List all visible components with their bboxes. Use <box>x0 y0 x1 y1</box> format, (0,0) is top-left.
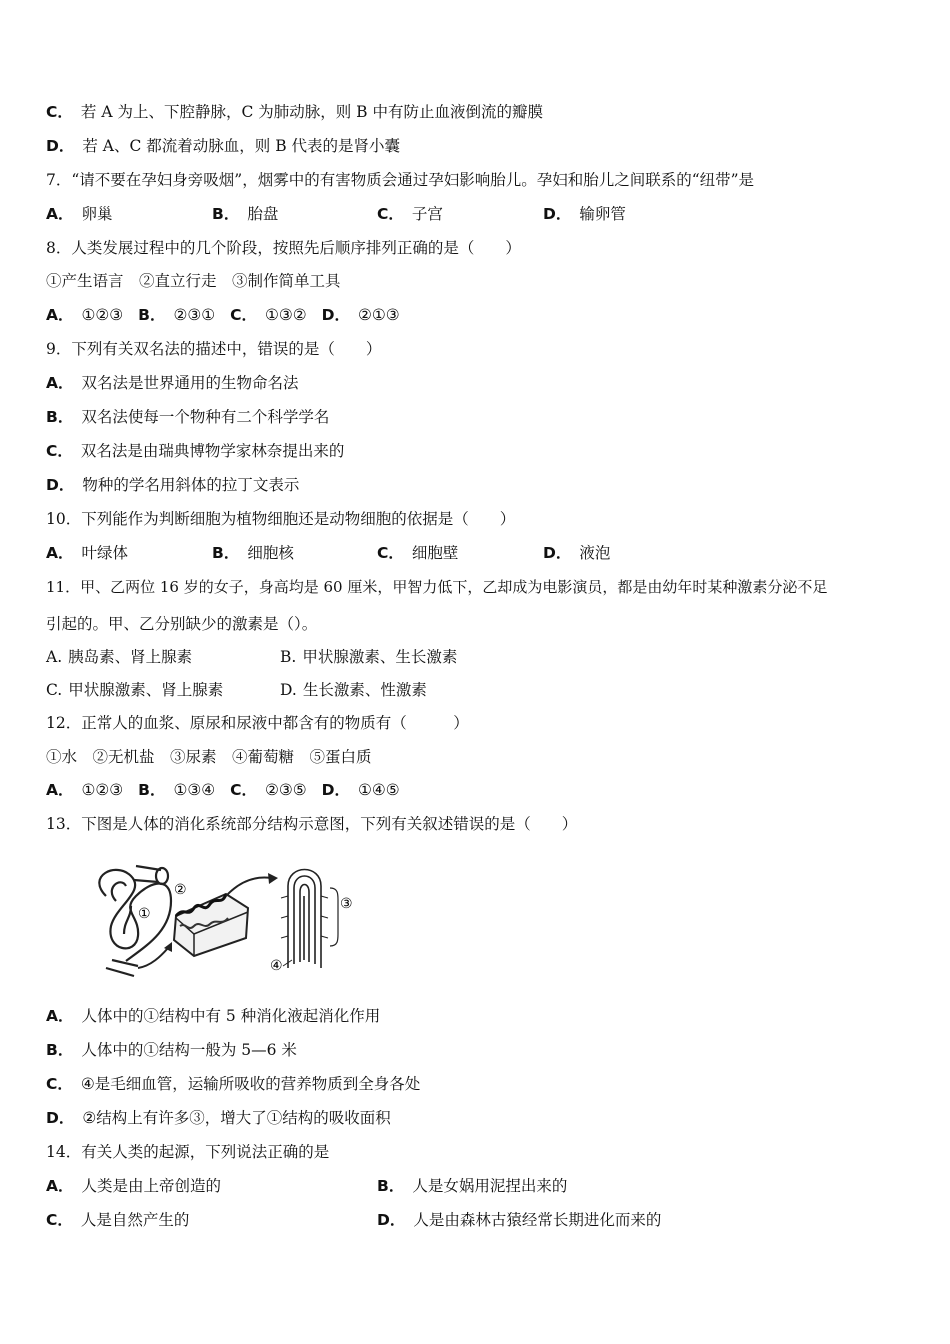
q11-stem-line1: 11．甲、乙两位 16 岁的女子，身高均是 60 厘米，甲智力低下，乙却成为电影演员，都是由幼年时某种激素分泌不足 <box>46 578 828 596</box>
q10-option-b: B． 细胞核 <box>212 544 294 562</box>
q11-option-c: C. 甲状腺激素、肾上腺素 <box>46 681 224 699</box>
q7-option-b: B． 胎盘 <box>212 205 279 223</box>
q12-items: ①水 ②无机盐 ③尿素 ④葡萄糖 ⑤蛋白质 <box>46 748 372 766</box>
q10-stem: 10．下列能作为判断细胞为植物细胞还是动物细胞的依据是（ ） <box>46 510 516 528</box>
q14-stem: 14．有关人类的起源，下列说法正确的是 <box>46 1143 330 1161</box>
figure-label-2: ② <box>174 882 187 898</box>
q9-option-c: C． 双名法是由瑞典博物学家林奈提出来的 <box>46 442 345 460</box>
figure-label-1: ① <box>138 906 151 922</box>
q7-option-d: D． 输卵管 <box>543 205 626 223</box>
q9-stem: 9．下列有关双名法的描述中，错误的是（ ） <box>46 340 382 358</box>
arrow-icon <box>138 948 168 968</box>
mucosa-block-drawing <box>174 894 248 956</box>
q8-stem: 8．人类发展过程中的几个阶段，按照先后顺序排列正确的是（ ） <box>46 239 521 257</box>
q14-option-d: D． 人是由森林古猿经常长期进化而来的 <box>377 1211 662 1229</box>
figure-label-3: ③ <box>340 896 353 912</box>
q8-options: A． ①②③ B． ②③① C． ①③② D． ②①③ <box>46 306 400 324</box>
q10-option-d: D． 液泡 <box>543 544 611 562</box>
q11-option-b: B. 甲状腺激素、生长激素 <box>280 648 458 666</box>
q10-option-a: A． 叶绿体 <box>46 544 129 562</box>
q7-option-c: C． 子宫 <box>377 205 443 223</box>
q14-option-c: C． 人是自然产生的 <box>46 1211 190 1229</box>
q7-stem: 7．“请不要在孕妇身旁吸烟”，烟雾中的有害物质会通过孕妇影响胎儿。孕妇和胎儿之间联系的“纽带”是 <box>46 171 755 189</box>
q6-option-d: D． 若 A、C 都流着动脉血，则 B 代表的是肾小囊 <box>46 137 401 155</box>
villus-drawing <box>281 870 338 969</box>
q14-option-a: A． 人类是由上帝创造的 <box>46 1177 222 1195</box>
q13-option-d: D． ②结构上有许多③，增大了①结构的吸收面积 <box>46 1109 391 1127</box>
q11-stem-line2: 引起的。甲、乙分别缺少的激素是（）。 <box>46 615 318 633</box>
q10-option-c: C． 细胞壁 <box>377 544 459 562</box>
q9-option-a: A． 双名法是世界通用的生物命名法 <box>46 374 299 392</box>
q9-option-b: B． 双名法使每一个物种有二个科学学名 <box>46 408 330 426</box>
small-intestine-drawing <box>99 866 171 976</box>
q13-option-a: A． 人体中的①结构中有 5 种消化液起消化作用 <box>46 1007 381 1025</box>
q8-items: ①产生语言 ②直立行走 ③制作简单工具 <box>46 272 341 290</box>
q6-option-c: C． 若 A 为上、下腔静脉，C 为肺动脉，则 B 中有防止血液倒流的瓣膜 <box>46 103 543 121</box>
q9-option-d: D． 物种的学名用斜体的拉丁文表示 <box>46 476 300 494</box>
q12-stem: 12．正常人的血浆、原尿和尿液中都含有的物质有（ ） <box>46 714 469 732</box>
q11-option-d: D. 生长激素、性激素 <box>280 681 427 699</box>
q14-option-b: B． 人是女娲用泥捏出来的 <box>377 1177 568 1195</box>
q12-options: A． ①②③ B． ①③④ C． ②③⑤ D． ①④⑤ <box>46 781 400 799</box>
q13-option-c: C． ④是毛细血管，运输所吸收的营养物质到全身各处 <box>46 1075 421 1093</box>
figure-label-4: ④ <box>270 958 283 974</box>
digestive-system-figure <box>76 856 361 982</box>
q11-option-a: A. 胰岛素、肾上腺素 <box>46 648 193 666</box>
q7-option-a: A． 卵巢 <box>46 205 113 223</box>
q13-stem: 13．下图是人体的消化系统部分结构示意图，下列有关叙述错误的是（ ） <box>46 815 578 833</box>
q13-option-b: B． 人体中的①结构一般为 5—6 米 <box>46 1041 297 1059</box>
